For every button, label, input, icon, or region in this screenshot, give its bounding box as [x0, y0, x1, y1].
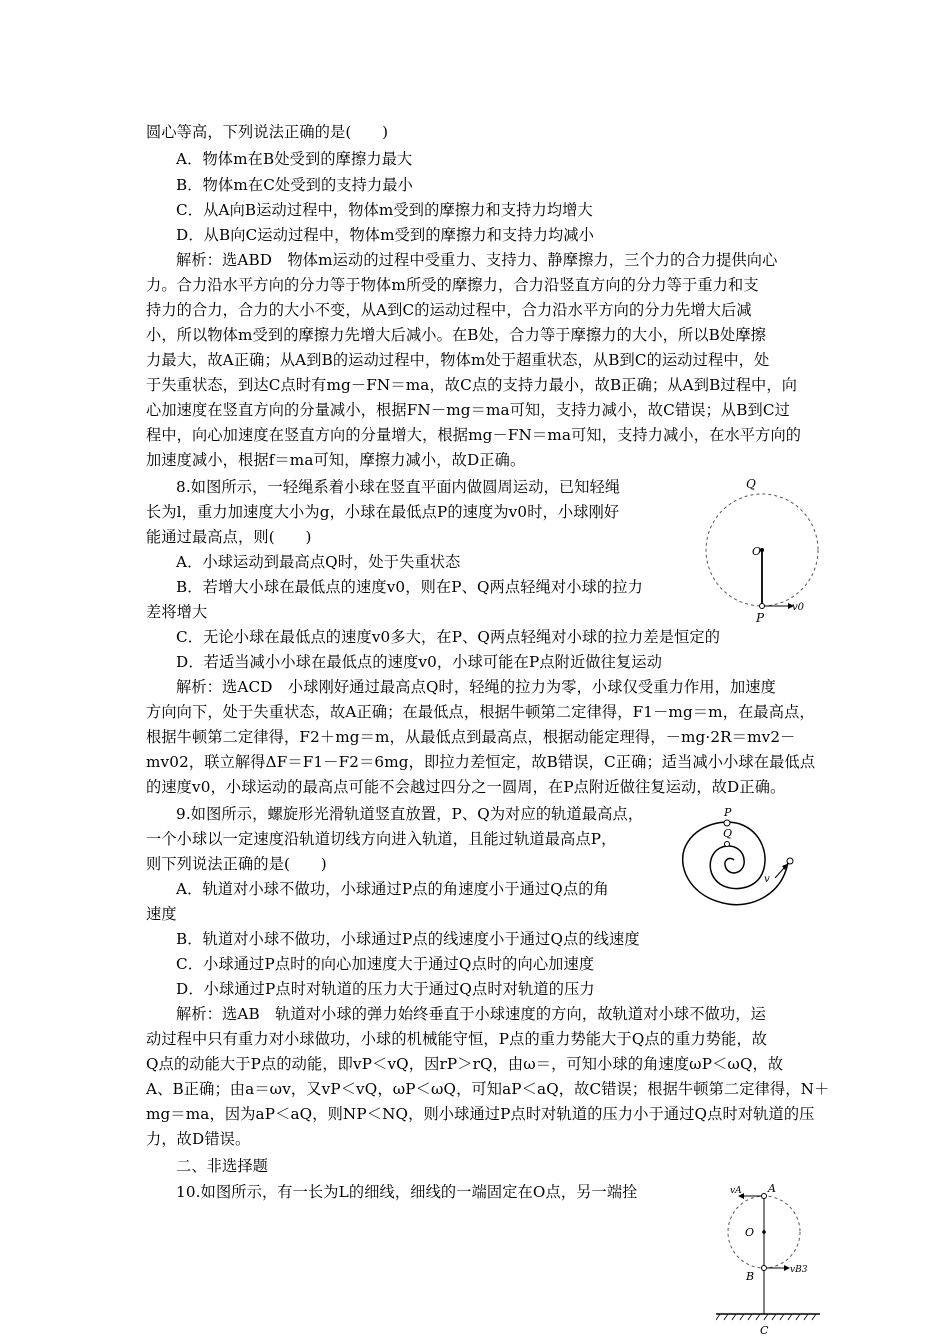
text-line: 能通过最高点，则( ) — [146, 528, 312, 546]
text-line: A．小球运动到最高点Q时，处于失重状态 — [176, 553, 461, 571]
label-vB: vB3 — [790, 1265, 808, 1275]
label-O: O — [752, 545, 762, 558]
text-line: 10.如图所示，有一长为L的细线，细线的一端固定在O点，另一端拴 — [176, 1183, 638, 1201]
label-v: v — [764, 874, 770, 885]
text-line: Q点的动能大于P点的动能，即vP＜vQ，因rP＞rQ，由ω＝，可知小球的角速度ωP＜ωQ，故 — [146, 1055, 784, 1073]
label-v0: v0 — [792, 602, 805, 613]
figure-q8-circle — [688, 476, 838, 626]
text-line: 速度 — [146, 905, 177, 923]
text-line: C．从A向B运动过程中，物体m受到的摩擦力和支持力均增大 — [176, 201, 593, 219]
text-line: B．若增大小球在最低点的速度v0，则在P、Q两点轻绳对小球的拉力 — [176, 578, 643, 596]
text-line: 一个小球以一定速度沿轨道切线方向进入轨道，且能过轨道最高点P， — [146, 830, 617, 848]
text-line: 则下列说法正确的是( ) — [146, 855, 327, 873]
label-P: P — [724, 806, 732, 819]
label-P: P — [756, 611, 765, 625]
text-line: C．小球通过P点时的向心加速度大于通过Q点时的向心加速度 — [176, 955, 595, 973]
text-line: 动过程中只有重力对小球做功，小球的机械能守恒，P点的重力势能大于Q点的重力势能，故 — [146, 1030, 768, 1048]
label-C: C — [760, 1324, 769, 1337]
text-line: 二、非选择题 — [176, 1157, 269, 1175]
text-line: 加速度减小，根据f＝ma可知，摩擦力减小，故D正确。 — [146, 451, 526, 469]
text-line: D．从B向C运动过程中，物体m受到的摩擦力和支持力均减小 — [176, 226, 595, 244]
text-line: mg＝ma，因为aP＜aQ，则NP＜NQ，则小球通过P点时对轨道的压力小于通过Q点时对轨道的压 — [146, 1105, 815, 1123]
text-line: 力，故D错误。 — [146, 1130, 251, 1148]
text-line: 小，所以物体m受到的摩擦力先增大后减小。在B处，合力等于摩擦力的大小，所以B处摩擦 — [146, 326, 766, 344]
text-line: 的速度v0，小球运动的最高点可能不会越过四分之一圆周，在P点附近做往复运动，故D正确。 — [146, 778, 786, 796]
text-line: C．无论小球在最低点的速度v0多大，在P、Q两点轻绳对小球的拉力差是恒定的 — [176, 628, 721, 646]
text-line: 圆心等高，下列说法正确的是( ) — [146, 123, 389, 141]
label-B: B — [746, 1270, 755, 1283]
text-line: 解析：选ABD 物体m运动的过程中受重力、支持力、静摩擦力，三个力的合力提供向心 — [176, 251, 778, 269]
text-line: B．物体m在C处受到的支持力最小 — [176, 176, 414, 194]
figure-q9-spiral — [676, 804, 806, 910]
text-line: 程中，向心加速度在竖直方向的分量增大，根据mg－FN＝ma可知，支持力减小，在水平方向的 — [146, 426, 802, 444]
text-line: 持力的合力，合力的大小不变，从A到C的运动过程中，合力沿水平方向的分力先增大后减 — [146, 301, 752, 319]
text-line: D．若适当减小小球在最低点的速度v0，小球可能在P点附近做往复运动 — [176, 653, 663, 671]
text-line: mv02，联立解得ΔF＝F1－F2＝6mg，即拉力差恒定，故B错误，C正确；适当减小小球在最低点 — [146, 753, 816, 771]
figure-q10-circle — [716, 1180, 836, 1344]
label-Q: Q — [746, 477, 756, 491]
text-line: 差将增大 — [146, 603, 208, 621]
text-line: 心加速度在竖直方向的分量减小，根据FN－mg＝ma可知，支持力减小，故C错误；从B到C过 — [146, 401, 790, 419]
text-line: 根据牛顿第二定律得，F2＋mg＝m，从最低点到最高点，根据动能定理得，－mg·2R＝mv2－ — [146, 728, 796, 746]
label-Q: Q — [723, 827, 733, 840]
text-line: 9.如图所示，螺旋形光滑轨道竖直放置，P、Q为对应的轨道最高点， — [176, 805, 644, 823]
text-line: 力最大，故A正确；从A到B的运动过程中，物体m处于超重状态，从B到C的运动过程中，处 — [146, 351, 770, 369]
text-line: 于失重状态，到达C点时有mg－FN＝ma，故C点的支持力最小，故B正确；从A到B过程中，向 — [146, 376, 798, 394]
text-line: 力。合力沿水平方向的分力等于物体m所受的摩擦力，合力沿竖直方向的分力等于重力和支 — [146, 276, 759, 294]
text-line: 解析：选AB 轨道对小球的弹力始终垂直于小球速度的方向，故轨道对小球不做功，运 — [176, 1005, 766, 1023]
label-vA: vA — [730, 1186, 742, 1196]
label-A: A — [768, 1182, 776, 1195]
text-line: D．小球通过P点时对轨道的压力大于通过Q点时对轨道的压力 — [176, 980, 595, 998]
text-line: A、B正确；由a＝ωv，又vP＜vQ，ωP＜ωQ，可知aP＜aQ，故C错误；根据牛顿第二定律得，N＋ — [146, 1080, 830, 1098]
text-line: A．物体m在B处受到的摩擦力最大 — [176, 150, 413, 168]
text-line: B．轨道对小球不做功，小球通过P点的线速度小于通过Q点的线速度 — [176, 930, 640, 948]
text-line: 方向向下，处于失重状态，故A正确；在最低点，根据牛顿第二定律得，F1－mg＝m，在最高点， — [146, 703, 815, 721]
text-line: 8.如图所示，一轻绳系着小球在竖直平面内做圆周运动，已知轻绳 — [176, 478, 621, 496]
text-line: A．轨道对小球不做功，小球通过P点的角速度小于通过Q点的角 — [176, 880, 609, 898]
text-line: 解析：选ACD 小球刚好通过最高点Q时，轻绳的拉力为零，小球仅受重力作用，加速度 — [176, 678, 776, 696]
label-O: O — [745, 1226, 755, 1239]
text-line: 长为l，重力加速度大小为g，小球在最低点P的速度为v0时，小球刚好 — [146, 503, 620, 521]
